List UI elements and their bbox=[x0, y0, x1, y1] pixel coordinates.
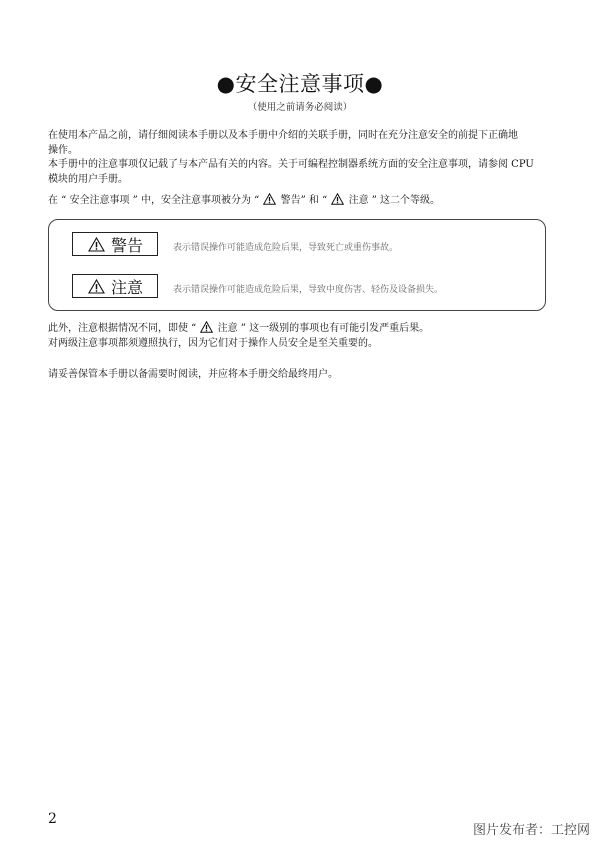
followup-text-a: 此外，注意根据情况不同，即使 “ bbox=[48, 323, 197, 334]
intro-paragraph-2 bbox=[48, 158, 558, 187]
warning-triangle-icon bbox=[200, 321, 213, 333]
levels-text-b: 警告” 和 “ bbox=[280, 195, 328, 206]
warning-triangle-icon bbox=[331, 193, 344, 205]
intro-paragraph-1 bbox=[48, 129, 558, 158]
intro-line-3: 本手册中的注意事项仅记载了与本产品有关的内容。关于可编程控制器系统方面的安全注意事项，请参阅 CPU bbox=[48, 159, 534, 170]
intro-line-2: 操作。 bbox=[48, 144, 78, 156]
warning-triangle-icon bbox=[88, 279, 105, 294]
page-title: ●安全注意事项● bbox=[216, 72, 384, 96]
followup-paragraph bbox=[48, 321, 558, 351]
levels-text-c: 注意 ” 这二个等级。 bbox=[348, 195, 441, 206]
warning-description: 表示错误操作可能造成危险后果，导致死亡或重伤事故。 bbox=[173, 243, 399, 253]
warning-triangle-icon bbox=[88, 237, 105, 252]
page-subtitle: （使用之前请务必阅读） bbox=[247, 102, 353, 113]
caution-label: 注意 bbox=[110, 277, 143, 297]
caution-label-box bbox=[72, 274, 158, 298]
warning-label-box bbox=[72, 232, 158, 256]
levels-text-a: 在 “ 安全注意事项 ” 中，安全注意事项被分为 “ bbox=[48, 195, 260, 206]
followup-line-2: 对两级注意事项都须遵照执行，因为它们对于操作人员安全是至关重要的。 bbox=[48, 337, 378, 349]
caution-description: 表示错误操作可能造成危险后果，导致中度伤害、轻伤及设备损失。 bbox=[173, 285, 444, 295]
levels-sentence bbox=[48, 193, 558, 209]
intro-line-1: 在使用本产品之前，请仔细阅读本手册以及本手册中介绍的关联手册，同时在充分注意安全的前提下正确地 bbox=[48, 130, 518, 141]
warning-label: 警告 bbox=[110, 235, 143, 255]
followup-text-b: 注意 ” 这一级别的事项也有可能引发严重后果。 bbox=[217, 323, 430, 334]
intro-line-4: 模块的用户手册。 bbox=[48, 173, 128, 185]
warning-triangle-icon bbox=[263, 193, 276, 205]
image-credit: 图片发布者：工控网 bbox=[472, 823, 590, 838]
safety-levels-box bbox=[48, 219, 546, 311]
page-number: 2 bbox=[48, 811, 57, 827]
closing-paragraph: 请妥善保管本手册以备需要时阅读，并应将本手册交给最终用户。 bbox=[48, 369, 338, 380]
